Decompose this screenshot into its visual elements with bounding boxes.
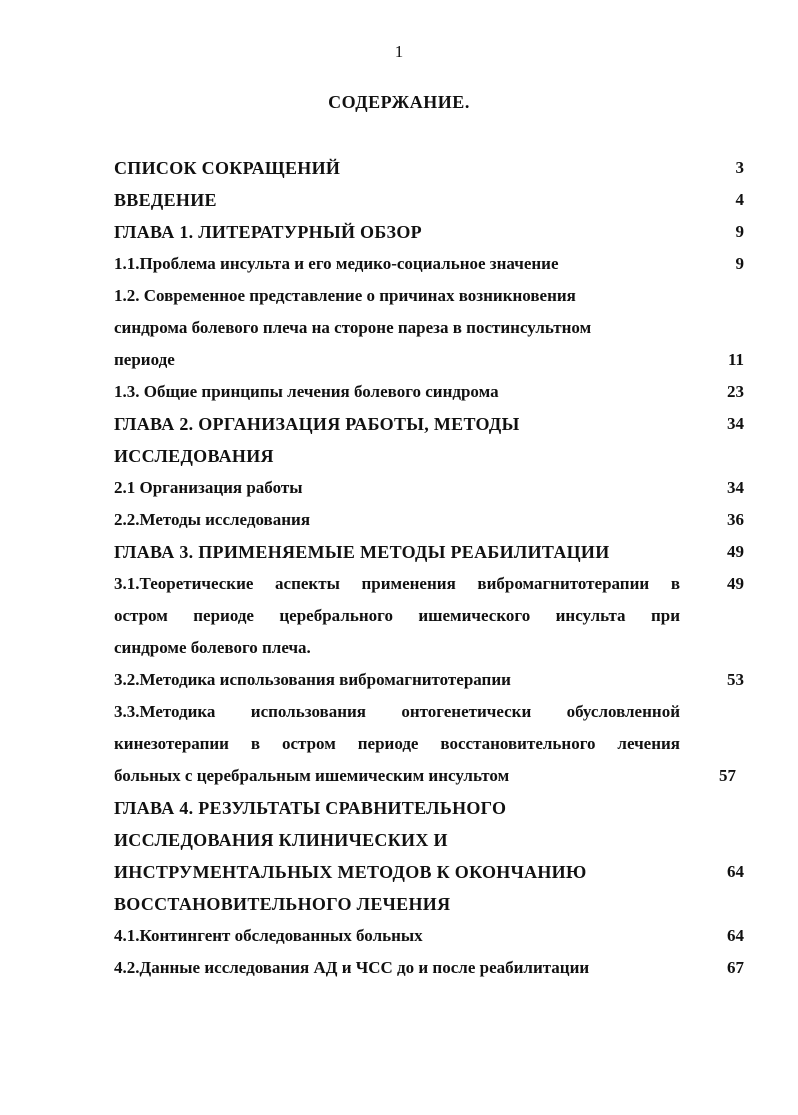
toc-entry-line: 4.1.Контингент обследованных больных [114,926,423,945]
toc-page-number: 57 [719,766,736,785]
toc-entry-line: кинезотерапии в остром периоде восстановительного лечения [114,734,680,753]
toc-entry-line: ГЛАВА 3. ПРИМЕНЯЕМЫЕ МЕТОДЫ РЕАБИЛИТАЦИИ [114,542,610,562]
toc-entry-line: ГЛАВА 1. ЛИТЕРАТУРНЫЙ ОБЗОР [114,222,422,242]
toc-page-number: 53 [727,670,744,689]
toc-chapter-entry [114,184,744,216]
toc-section-entry [114,696,744,792]
toc-entry-line: ИССЛЕДОВАНИЯ КЛИНИЧЕСКИХ И [114,830,448,850]
toc-page-number: 23 [727,382,744,401]
toc-page-number: 3 [735,158,744,177]
toc-entry-line: синдроме болевого плеча. [114,638,311,657]
toc-entry-line: 3.2.Методика использования вибромагнитотерапии [114,670,511,689]
toc-page-number: 9 [735,222,744,241]
toc-page-number: 4 [735,190,744,209]
toc-entry-line: остром периоде церебрального ишемического инсульта при [114,606,680,625]
toc-entry-line: больных с церебральным ишемическим инсультом [114,766,510,785]
toc-entry-line: ВВЕДЕНИЕ [114,190,217,210]
toc-page-number: 67 [727,958,744,977]
toc-page-number: 36 [727,510,744,529]
toc-chapter-entry [114,408,744,472]
toc-section-entry [114,376,744,408]
toc-section-entry [114,280,744,376]
toc-chapter-entry [114,216,744,248]
toc-section-entry [114,664,744,696]
toc-section-entry [114,472,744,504]
toc-page-number: 9 [735,254,744,273]
toc-page-number: 64 [727,862,744,881]
table-of-contents [114,152,744,984]
toc-entry-line: ИССЛЕДОВАНИЯ [114,446,274,466]
toc-entry-line: ВОССТАНОВИТЕЛЬНОГО ЛЕЧЕНИЯ [114,894,451,914]
toc-page-number: 64 [727,926,744,945]
toc-section-entry [114,952,744,984]
toc-page-number: 49 [727,574,744,593]
toc-entry-line: ГЛАВА 4. РЕЗУЛЬТАТЫ СРАВНИТЕЛЬНОГО [114,798,507,818]
toc-chapter-entry [114,536,744,568]
toc-entry-line: ГЛАВА 2. ОРГАНИЗАЦИЯ РАБОТЫ, МЕТОДЫ [114,414,520,434]
toc-entry-line: 3.3.Методика использования онтогенетически обусловленной [114,702,680,721]
toc-chapter-entry [114,152,744,184]
toc-entry-line: 3.1.Теоретические аспекты применения вибромагнитотерапии в [114,574,680,593]
toc-entry-line: 1.1.Проблема инсульта и его медико-социальное значение [114,254,559,273]
toc-entry-line: ИНСТРУМЕНТАЛЬНЫХ МЕТОДОВ К ОКОНЧАНИЮ [114,862,587,882]
toc-section-entry [114,920,744,952]
toc-entry-line: периоде [114,350,175,369]
toc-entry-line: 1.2. Современное представление о причинах возникновения [114,286,576,305]
toc-title: СОДЕРЖАНИЕ. [328,92,470,112]
toc-entry-line: 4.2.Данные исследования АД и ЧСС до и после реабилитации [114,958,590,977]
toc-page-number: 11 [727,350,744,369]
toc-section-entry [114,248,744,280]
page-number: 1 [394,42,404,61]
toc-entry-line: 2.2.Методы исследования [114,510,311,529]
toc-entry-line: синдрома болевого плеча на стороне пареза в постинсультном [114,318,592,337]
toc-section-entry [114,568,744,664]
toc-page-number: 49 [727,542,744,561]
toc-chapter-entry [114,792,744,920]
toc-page-number: 34 [727,478,744,497]
toc-entry-line: 1.3. Общие принципы лечения болевого синдрома [114,382,499,401]
toc-section-entry [114,504,744,536]
toc-entry-line: СПИСОК СОКРАЩЕНИЙ [114,158,341,178]
toc-entry-line: 2.1 Организация работы [114,478,303,497]
toc-page-number: 34 [727,414,744,433]
